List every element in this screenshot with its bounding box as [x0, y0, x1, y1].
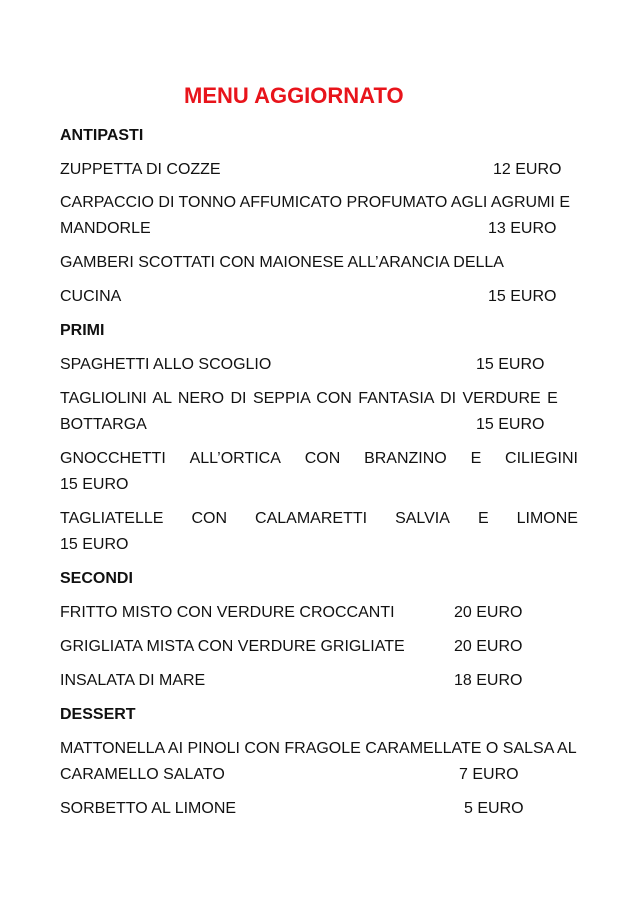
menu-item-name: ZUPPETTA DI COZZE	[60, 161, 221, 178]
menu-item-word: ALL’ORTICA	[189, 450, 281, 467]
section-heading-secondi: SECONDI	[60, 570, 133, 587]
menu-item-price: 5 EURO	[464, 800, 524, 817]
menu-item-word: BRANZINO	[364, 450, 447, 467]
section-heading-antipasti: ANTIPASTI	[60, 127, 144, 144]
section-heading-primi: PRIMI	[60, 322, 105, 339]
menu-item-name-justified	[60, 449, 578, 469]
menu-item-name-cont: BOTTARGA	[60, 416, 147, 433]
section-heading-dessert: DESSERT	[60, 706, 136, 723]
menu-item-price: 15 EURO	[60, 476, 129, 493]
menu-item-word: E	[477, 510, 489, 527]
menu-item-name: TAGLIOLINI AL NERO DI SEPPIA CON FANTASIA DI VERDURE E	[60, 390, 558, 407]
menu-item-name: INSALATA DI MARE	[60, 672, 206, 689]
menu-title: MENU AGGIORNATO	[184, 83, 404, 108]
menu-item-word: CON	[191, 510, 228, 527]
menu-item-word: LIMONE	[516, 510, 578, 527]
menu-item-price: 15 EURO	[60, 536, 129, 553]
menu-item-name: MATTONELLA AI PINOLI CON FRAGOLE CARAMELLATE O SALSA AL	[60, 740, 577, 757]
menu-item-name: FRITTO MISTO CON VERDURE CROCCANTI	[60, 604, 395, 621]
menu-item-price: 15 EURO	[476, 356, 545, 373]
menu-item-price: 12 EURO	[493, 161, 562, 178]
menu-item-price: 18 EURO	[454, 672, 523, 689]
menu-item-name: SORBETTO AL LIMONE	[60, 800, 237, 817]
menu-item-name: GAMBERI SCOTTATI CON MAIONESE ALL’ARANCIA DELLA	[60, 254, 504, 271]
menu-item-price: 20 EURO	[454, 638, 523, 655]
menu-item-price: 7 EURO	[459, 766, 519, 783]
menu-item-name-cont: MANDORLE	[60, 220, 151, 237]
menu-item-price: 20 EURO	[454, 604, 523, 621]
menu-item-price: 15 EURO	[476, 416, 545, 433]
menu-item-name-cont: CUCINA	[60, 288, 122, 305]
menu-item-name: SPAGHETTI ALLO SCOGLIO	[60, 356, 272, 373]
menu-item-word: CON	[304, 450, 341, 467]
menu-item-name: CARPACCIO DI TONNO AFFUMICATO PROFUMATO AGLI AGRUMI E	[60, 194, 570, 211]
menu-item-price: 15 EURO	[488, 288, 557, 305]
menu-item-word: CILIEGINI	[505, 450, 578, 467]
menu-item-word: SALVIA	[395, 510, 450, 527]
menu-item-word: E	[470, 450, 482, 467]
menu-item-word: CALAMARETTI	[255, 510, 368, 527]
menu-item-name-justified	[60, 509, 578, 529]
menu-item-name: GRIGLIATA MISTA CON VERDURE GRIGLIATE	[60, 638, 405, 655]
menu-item-price: 13 EURO	[488, 220, 557, 237]
menu-item-name-cont: CARAMELLO SALATO	[60, 766, 225, 783]
menu-item-word: TAGLIATELLE	[60, 510, 164, 527]
menu-item-word: GNOCCHETTI	[60, 450, 166, 467]
